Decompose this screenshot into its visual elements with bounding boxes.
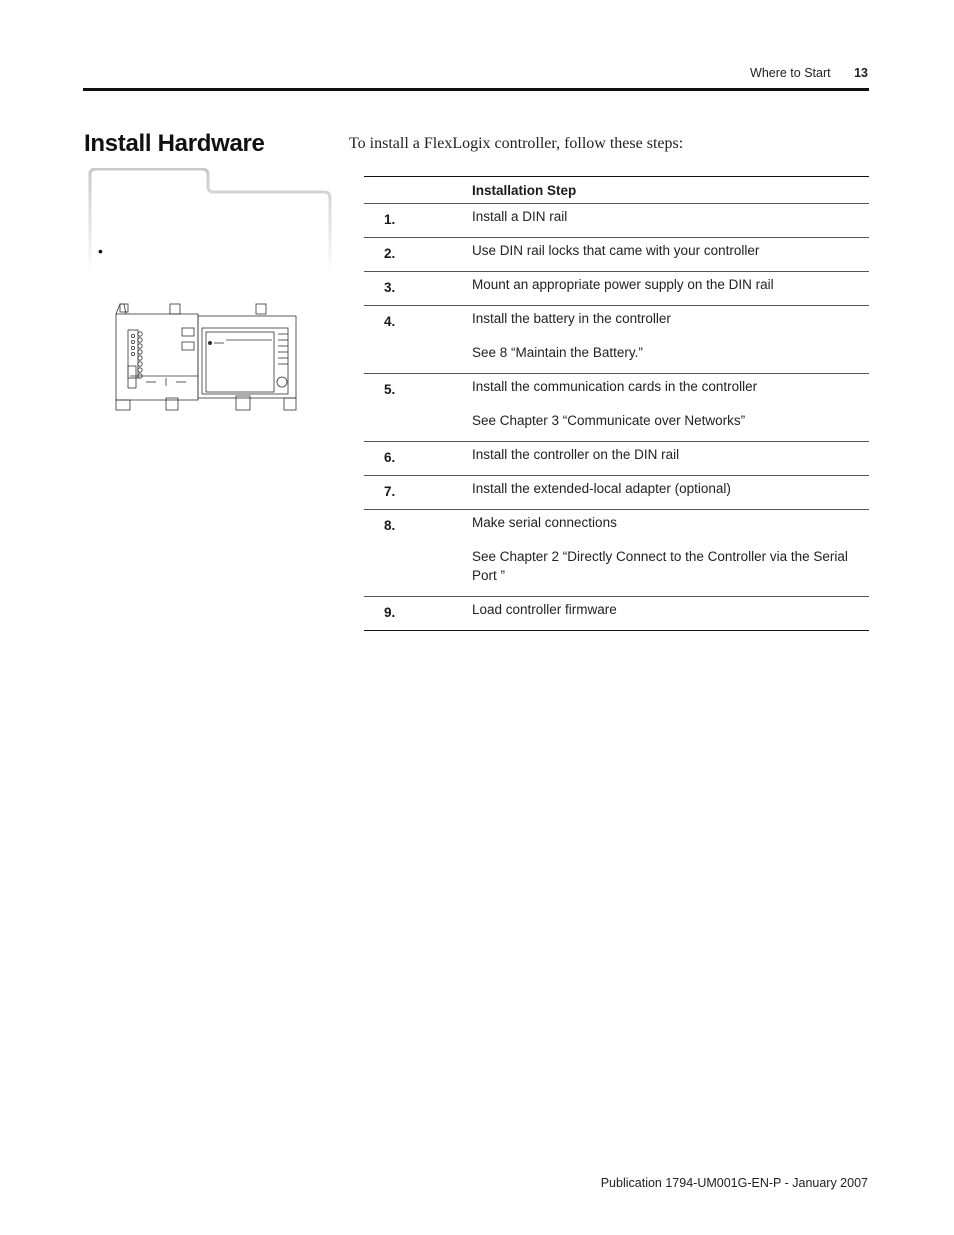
step-cell — [472, 510, 869, 597]
step-number: 6. — [364, 442, 472, 476]
header-section-title: Where to Start — [750, 66, 831, 80]
step-cell — [472, 306, 869, 374]
step-text: Use DIN rail locks that came with your controller — [472, 243, 760, 258]
step-note-link[interactable]: See Chapter 3 “Communicate over Networks” — [472, 413, 746, 428]
publication-footer: Publication 1794-UM001G-EN-P - January 2007 — [600, 1176, 868, 1190]
installation-steps-table — [364, 176, 869, 631]
step-cell — [472, 238, 869, 272]
page-title: Install Hardware — [84, 130, 265, 157]
step-note-link[interactable]: See 8 “Maintain the Battery.” — [472, 345, 643, 360]
sidebar-tab-box — [88, 168, 332, 276]
step-cell — [472, 476, 869, 510]
step-number: 9. — [364, 597, 472, 631]
step-note-link[interactable]: See Chapter 2 “Directly Connect to the Controller via the Serial Port ” — [472, 549, 848, 583]
step-text: Install the communication cards in the controller — [472, 379, 758, 394]
table-row — [364, 476, 869, 510]
step-text: Install the extended-local adapter (optional) — [472, 481, 731, 496]
table-header-row — [364, 177, 869, 204]
step-cell — [472, 374, 869, 442]
step-text: Make serial connections — [472, 515, 617, 530]
table-row — [364, 204, 869, 238]
step-number: 3. — [364, 272, 472, 306]
step-number: 8. — [364, 510, 472, 597]
intro-text: To install a FlexLogix controller, follow these steps: — [349, 135, 684, 152]
step-cell — [472, 597, 869, 631]
table-row — [364, 374, 869, 442]
step-number: 2. — [364, 238, 472, 272]
table-row — [364, 597, 869, 631]
table-header-step: Installation Step — [472, 177, 869, 204]
step-number: 5. — [364, 374, 472, 442]
step-text: Mount an appropriate power supply on the DIN rail — [472, 277, 774, 292]
step-text: Load controller firmware — [472, 602, 617, 617]
header-rule — [83, 88, 869, 91]
step-number: 1. — [364, 204, 472, 238]
step-cell — [472, 272, 869, 306]
step-text: Install a DIN rail — [472, 209, 568, 224]
step-cell — [472, 204, 869, 238]
table-row — [364, 306, 869, 374]
table-row — [364, 238, 869, 272]
table-header-number — [364, 177, 472, 204]
step-number: 4. — [364, 306, 472, 374]
running-header — [750, 66, 868, 80]
controller-illustration-icon — [110, 300, 300, 417]
table-row — [364, 510, 869, 597]
step-number: 7. — [364, 476, 472, 510]
step-text: Install the controller on the DIN rail — [472, 447, 680, 462]
page-number: 13 — [854, 66, 868, 80]
step-text: Install the battery in the controller — [472, 311, 671, 326]
sidebar-bullet: • — [98, 243, 103, 259]
step-cell — [472, 442, 869, 476]
table-row — [364, 442, 869, 476]
table-row — [364, 272, 869, 306]
